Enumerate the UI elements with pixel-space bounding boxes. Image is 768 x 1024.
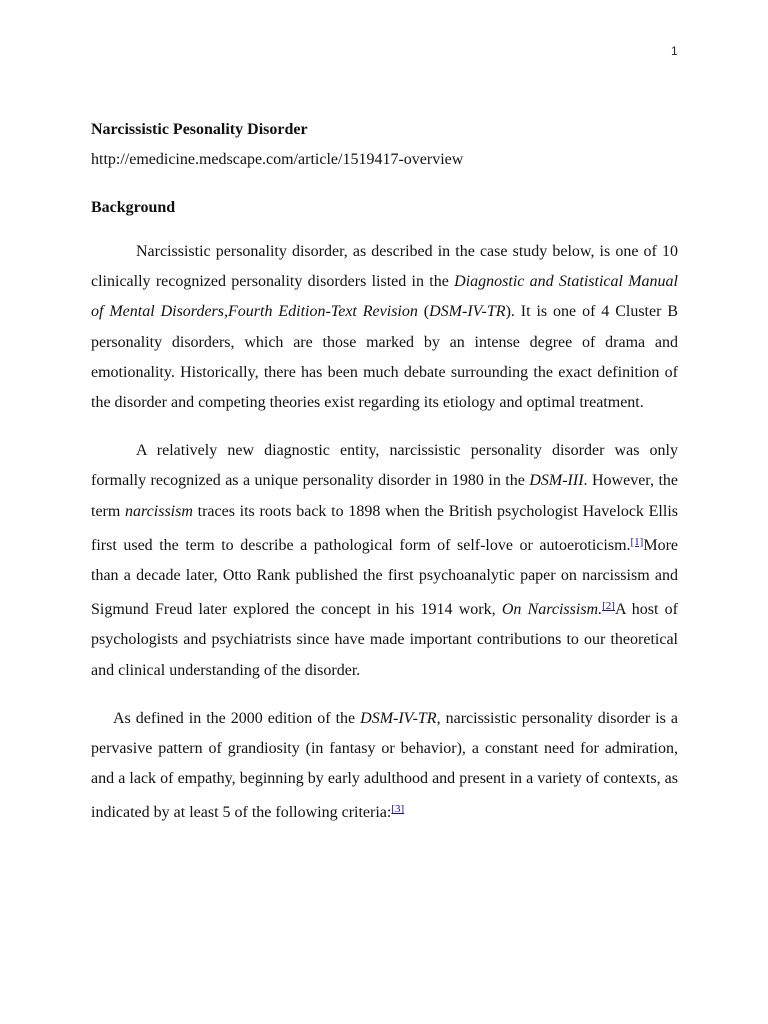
book-title-emphasis: On Narcissism. [501,601,603,619]
reference-link-3[interactable]: [3] [391,803,405,816]
paragraph-text: As defined in the 2000 edition of the [113,709,361,727]
dsm-abbreviation-emphasis: DSM-IV-TR [429,303,506,321]
document-title: Narcissistic Pesonality Disorder [91,121,308,138]
page-number: 1 [671,44,678,58]
paragraph-text: . However, the term [91,472,679,520]
paragraph-1 [91,237,678,418]
document-body [91,119,678,829]
source-url: http://emedicine.medscape.com/article/1519417-overview [91,151,464,168]
paragraph-text: ). It is one of 4 Cluster B personality disorders, which are those marked by an intense degree of drama and emotionality. Historically, there has been much debate surrounding the exact definition of the disorder and competing theories exist regarding its etiology and optimal treatment. [91,303,679,412]
dsm-abbreviation-emphasis: DSM-IV-TR [360,709,437,727]
paragraph-3 [91,704,678,829]
paragraph-text: A host of psychologists and psychiatrists since have made important contributions to our theoretical and clinical understanding of the disorder. [91,601,679,679]
manual-title-emphasis: Diagnostic and Statistical Manual of Mental Disorders,Fourth Edition-Text Revision [91,273,678,321]
paragraph-text: A relatively new diagnostic entity, narcissistic personality disorder was only formally recognized as a unique personality disorder in 1980 in the [91,442,678,490]
paragraph-text: ( [417,303,430,321]
paragraph-2 [91,436,678,686]
paragraph-text: traces its roots back to 1898 when the British psychologist Havelock Ellis first used the term to describe a pathological form of self-love or autoeroticism. [91,502,678,554]
paragraph-text: More than a decade later, Otto Rank published the first psychoanalytic paper on narcissism and Sigmund Freud later explored the concept in his 1914 work, [91,536,678,619]
section-heading: Background [91,199,176,216]
reference-link-1[interactable]: [1] [630,535,644,548]
dsm-iii-emphasis: DSM-III [529,472,584,490]
paragraph-text: Narcissistic personality disorder, as described in the case study below, is one of 10 clinically recognized personality disorders listed in the [91,243,678,291]
paragraph-text: , narcissistic personality disorder is a pervasive pattern of grandiosity (in fantasy or behavior), a constant need for admiration, and a lack of empathy, beginning by early adulthood and present in a variety of contexts, as indicated by at least 5 of the following criteria: [91,709,679,822]
reference-link-2[interactable]: [2] [602,600,615,613]
narcissism-emphasis: narcissism [125,502,193,520]
